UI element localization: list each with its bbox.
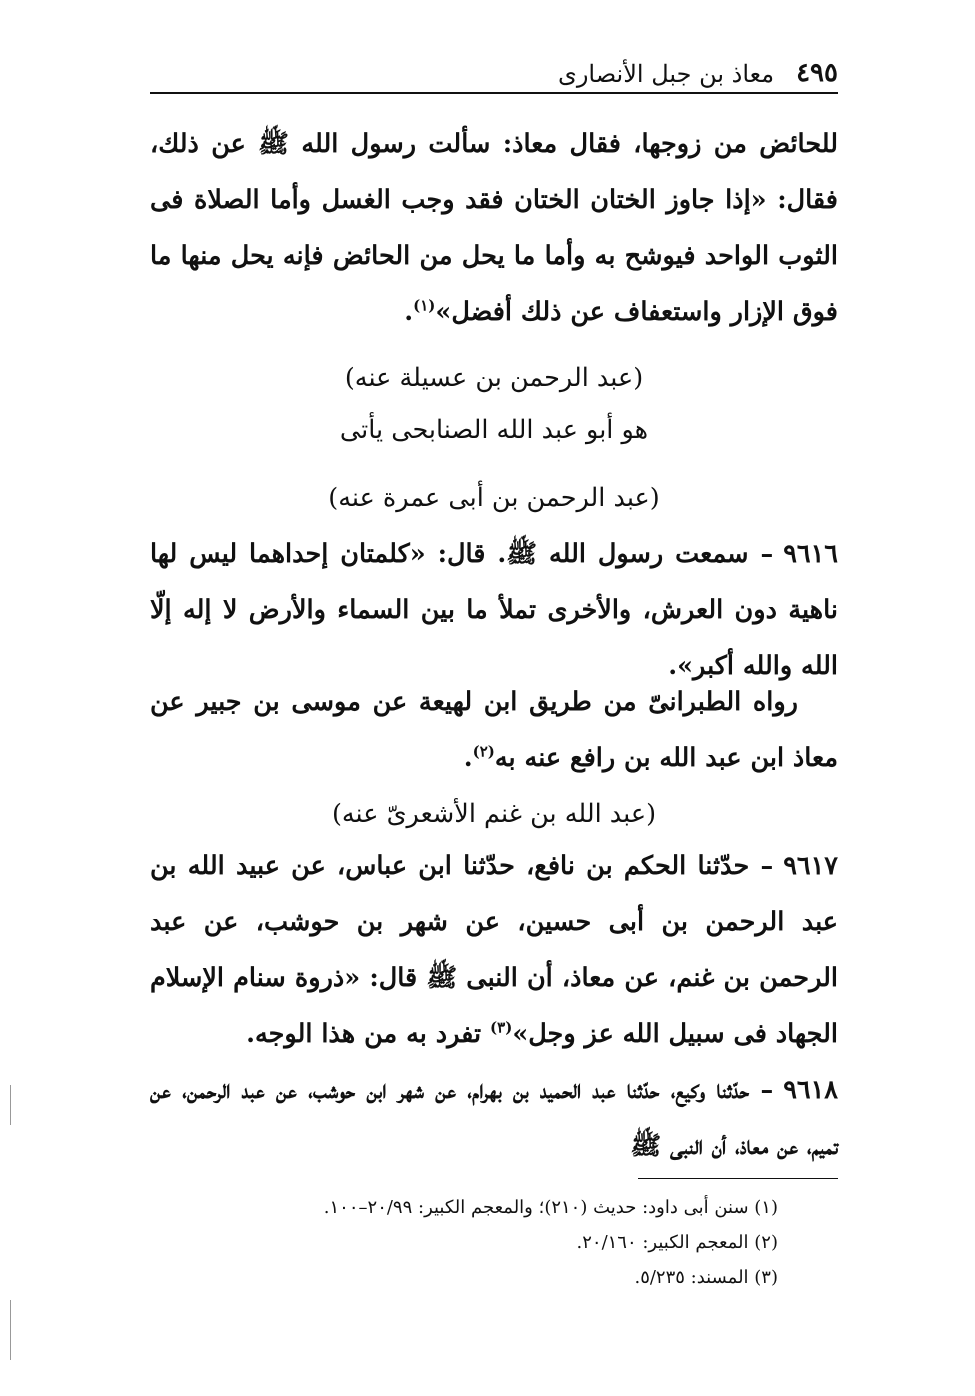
paragraph-continued bbox=[150, 116, 838, 340]
paragraph-text: للحائض من زوجها، فقال معاذ: سألت رسول الله ﷺ عن ذلك، فقال: «إذا جاوز الختان الختان فقد وجب الغسل وأما الصلاة فى الثوب الواحد فيوشح به وأما ما يحل من الحائض فإنه يحل منها ما فوق الإزار واستعفاف عن ذلك أفضل» bbox=[150, 129, 838, 327]
hadith-number: ٩٦١٧ bbox=[783, 851, 838, 881]
hadith-text: – حدّثنا وكيع، حدّثنا عبد الحميد بن بهرام، عن شهر ابن حوشب، عن عبد الرحمن، عن تميم، عن معاذ، أن النبى ﷺ bbox=[150, 1075, 838, 1161]
paragraph-end: . bbox=[404, 297, 414, 327]
footnote-separator bbox=[638, 1178, 838, 1179]
hadith-text: – حدّثنا الحكم بن نافع، حدّثنا ابن عباس، عن عبيد الله بن عبد الرحمن بن أبى حسين، عن شهر بن حوشب، عن عبد الرحمن بن غنم، عن معاذ، أن النبى ﷺ قال: «ذروة سنام الإسلام الجهاد فى سبيل الله عز وجل» bbox=[150, 851, 838, 1049]
scan-margin-mark bbox=[10, 1300, 11, 1360]
footnote-ref-1: (١) bbox=[413, 296, 436, 315]
hadith-text: – سمعت رسول الله ﷺ. قال: «كلمتان إحداهما ليس لها ناهية دون العرش، والأخرى تملأ ما بين السماء والأرض لا إله إلّا الله والله أكبر». bbox=[150, 539, 838, 681]
running-title: معاذ بن جبل الأنصارى bbox=[558, 60, 775, 88]
narration-end: . bbox=[463, 743, 473, 773]
footnote-ref-2: (٢) bbox=[472, 742, 495, 761]
cross-reference-note: هو أبو عبد الله الصنابحى يأتى bbox=[339, 415, 649, 445]
footnote-2: (٢) المعجم الكبير: ٢٠/١٦٠. bbox=[576, 1232, 778, 1253]
hadith-9618 bbox=[150, 1062, 838, 1174]
narration-text: رواه الطبرانىّ من طريق ابن لهيعة عن موسى بن جبير عن معاذ ابن عبد الله بن رافع عنه به bbox=[150, 687, 838, 773]
page-number: ٤٩٥ bbox=[796, 58, 838, 88]
footnote-ref-3: (٣) bbox=[490, 1018, 513, 1037]
footnotes bbox=[150, 1190, 778, 1295]
hadith-number: ٩٦١٨ bbox=[783, 1075, 838, 1105]
footnote-1: (١) سنن أبى داود: حديث (٢١٠)؛ والمعجم الكبير: ٢٠/٩٩–١٠٠. bbox=[323, 1197, 778, 1218]
hadith-9617 bbox=[150, 838, 838, 1062]
hadith-after-text: تفرد به من هذا الوجه. bbox=[246, 1019, 482, 1049]
section-heading-ibn-ghanm: (عبد الله بن غنم الأشعرىّ عنه) bbox=[331, 799, 657, 829]
section-heading-ibn-usayla: (عبد الرحمن بن عسيلة عنه) bbox=[344, 363, 644, 393]
book-page bbox=[150, 50, 838, 1350]
section-heading-ibn-abi-amra: (عبد الرحمن بن أبى عمرة عنه) bbox=[328, 483, 660, 513]
scan-margin-mark bbox=[10, 1085, 11, 1125]
hadith-9616 bbox=[150, 526, 838, 694]
narration-note bbox=[150, 674, 838, 786]
hadith-number: ٩٦١٦ bbox=[783, 539, 838, 569]
footnote-3: (٣) المسند: ٥/٢٣٥. bbox=[634, 1267, 778, 1288]
running-header bbox=[150, 50, 838, 94]
